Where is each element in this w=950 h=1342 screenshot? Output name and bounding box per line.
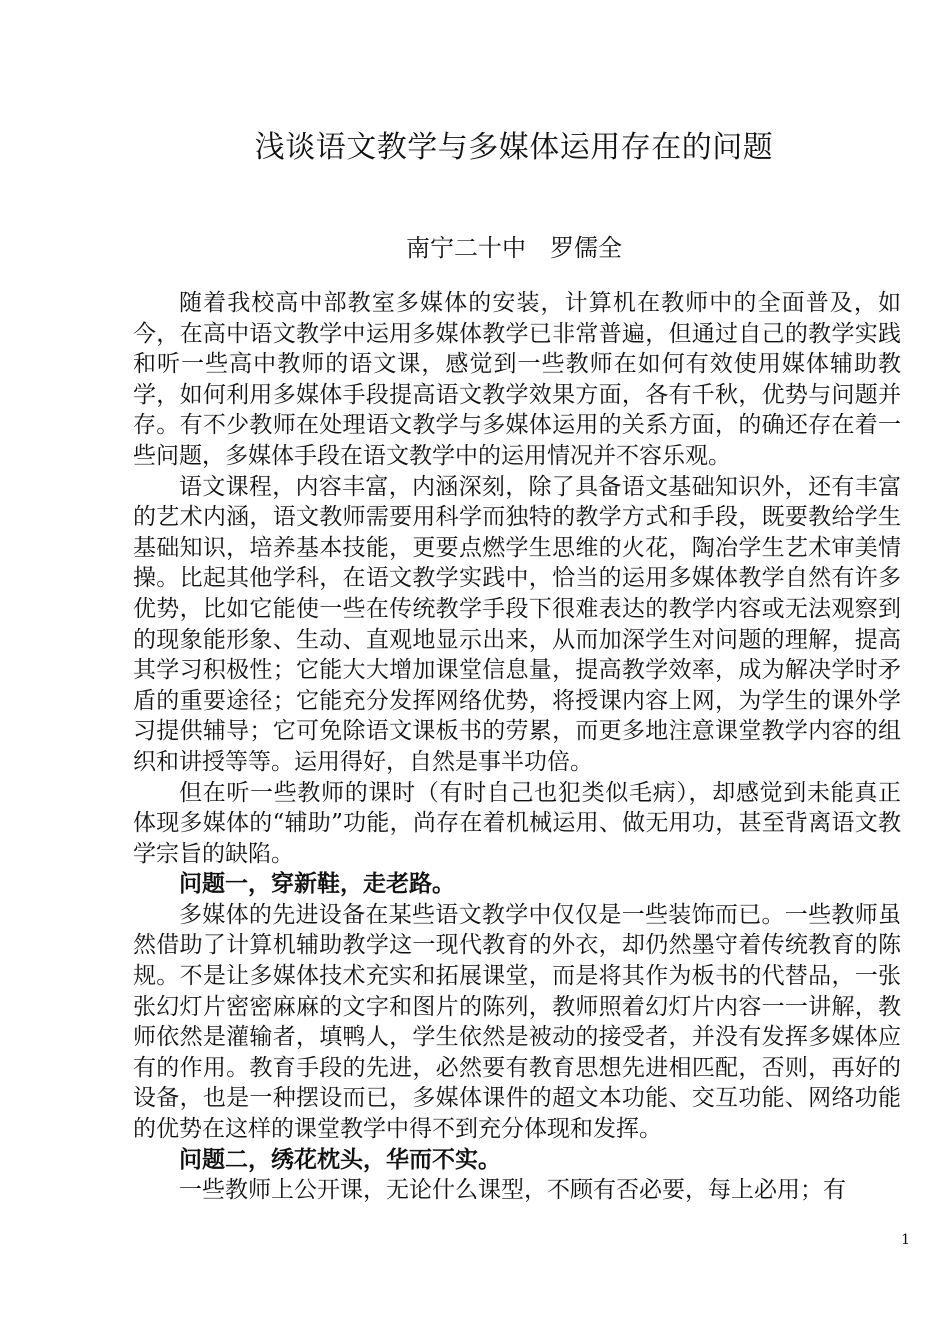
document-body [133,288,901,1206]
body-paragraph: 但在听一些教师的课时（有时自己也犯类似毛病），却感觉到未能真正体现多媒体的“辅助”功能，尚存在着机械运用、做无用功，甚至背离语文教学宗旨的缺陷。 [133,779,901,867]
body-paragraph: 随着我校高中部教室多媒体的安装，计算机在教师中的全面普及，如今，在高中语文教学中运用多媒体教学已非常普遍，但通过自己的教学实践和听一些高中教师的语文课，感觉到一些教师在如何有效使用媒体辅助教学，如何利用多媒体手段提高语文教学效果方面，各有千秋，优势与问题并存。有不少教师在处理语文教学与多媒体运用的关系方面，的确还存在着一些问题，多媒体手段在语文教学中的运用情况并不容乐观。 [133,290,901,469]
page-number: 1 [901,1232,910,1248]
author-line: 南宁二十中 罗儒全 [406,234,622,262]
document-title: 浅谈语文教学与多媒体运用存在的问题 [254,130,774,165]
section-heading: 问题一，穿新鞋，走老路。 [179,870,455,898]
body-paragraph: 多媒体的先进设备在某些语文教学中仅仅是一些装饰而已。一些教师虽然借助了计算机辅助教学这一现代教育的外衣，却仍然墨守着传统教育的陈规。不是让多媒体技术充实和拓展课堂，而是将其作为板书的代替品，一张张幻灯片密密麻麻的文字和图片的陈列，教师照着幻灯片内容一一讲解，教师依然是灌输者，填鸭人，学生依然是被动的接受者，并没有发挥多媒体应有的作用。教育手段的先进，必然要有教育思想先进相匹配，否则，再好的设备，也是一种摆设而已，多媒体课件的超文本功能、交互功能、网络功能的优势在这样的课堂教学中得不到充分体现和发挥。 [133,901,901,1143]
body-paragraph: 语文课程，内容丰富，内涵深刻，除了具备语文基础知识外，还有丰富的艺术内涵，语文教师需要用科学而独特的教学方式和手段，既要教给学生基础知识，培养基本技能，更要点燃学生思维的火花，陶冶学生艺术审美情操。比起其他学科，在语文教学实践中，恰当的运用多媒体教学自然有许多优势，比如它能使一些在传统教学手段下很难表达的教学内容或无法观察到的现象能形象、生动、直观地显示出来，从而加深学生对问题的理解，提高其学习积极性；它能大大增加课堂信息量，提高教学效率，成为解决学时矛盾的重要途径；它能充分发挥网络优势，将授课内容上网，为学生的课外学习提供辅导；它可免除语文课板书的劳累，而更多地注意课堂教学内容的组织和讲授等等。运用得好，自然是事半功倍。 [133,473,901,775]
section-heading: 问题二，绣花枕头，华而不实。 [179,1145,501,1173]
body-paragraph: 一些教师上公开课，无论什么课型，不顾有否必要，每上必用；有 [179,1177,846,1204]
